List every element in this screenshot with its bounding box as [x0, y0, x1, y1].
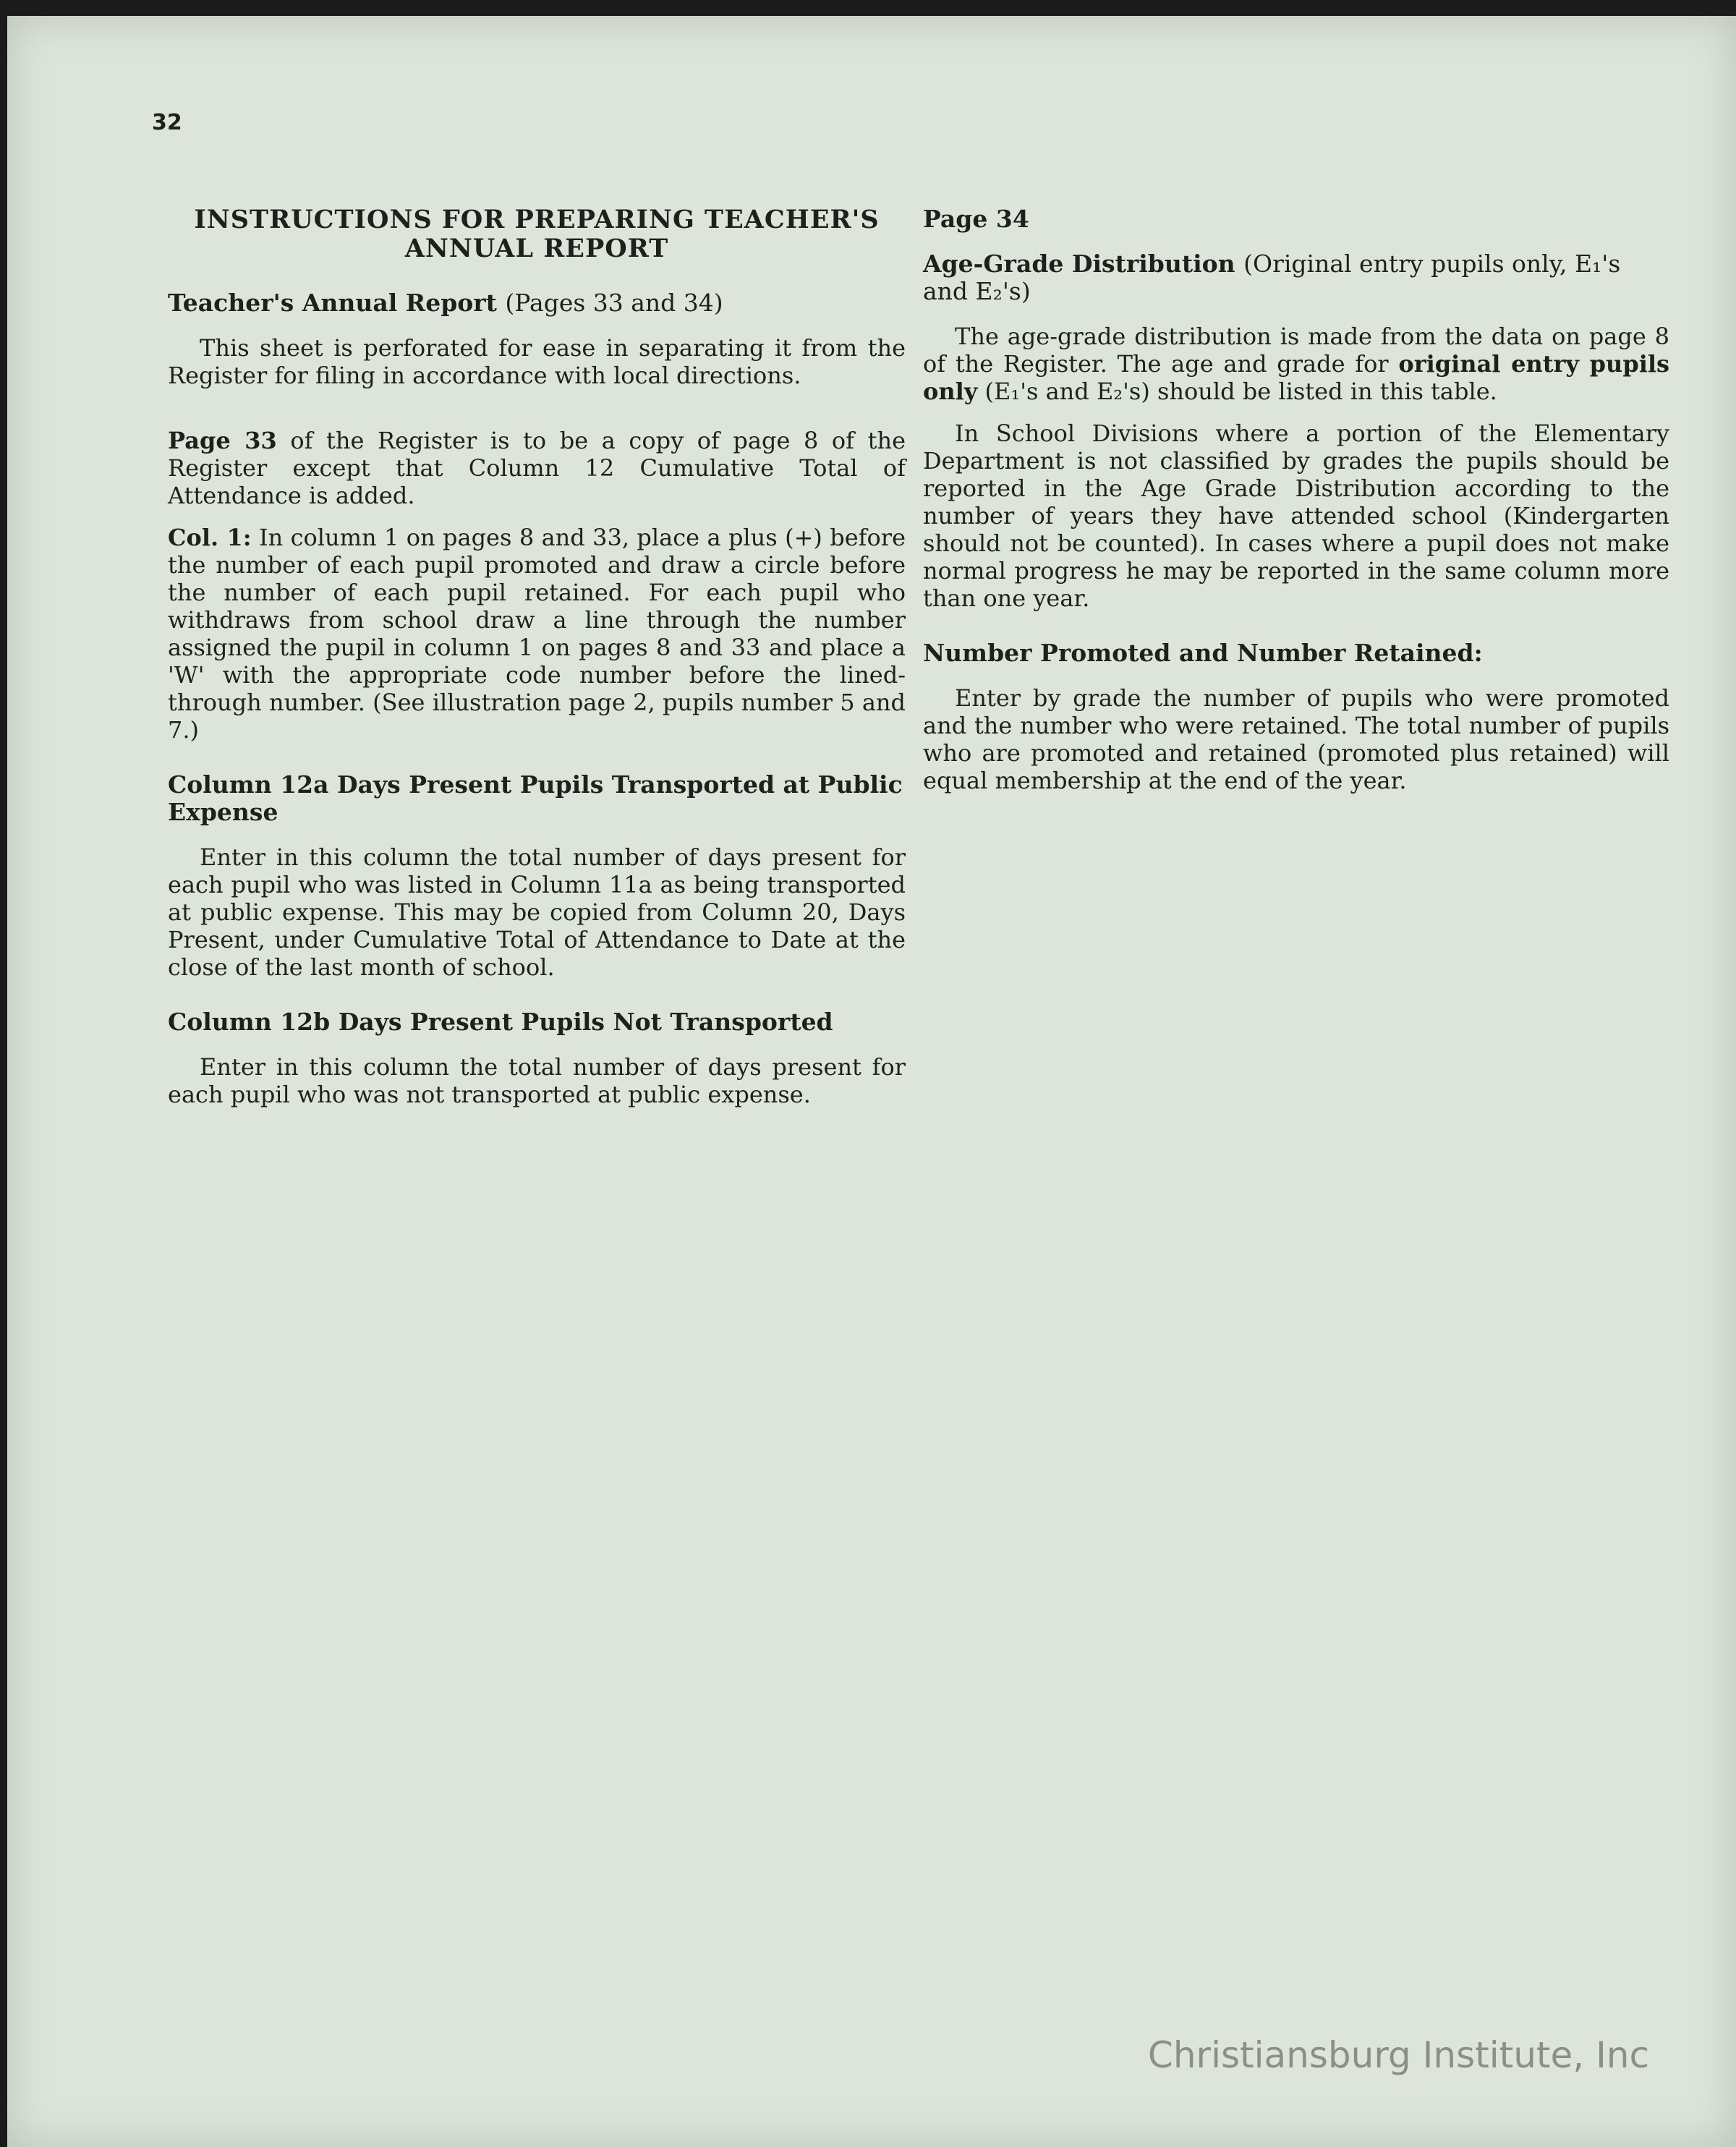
- col1-paragraph: [168, 524, 906, 744]
- col12a-heading: Column 12a Days Present Pupils Transported at Public Expense: [168, 770, 903, 826]
- title-line-1: INSTRUCTIONS FOR PREPARING TEACHER'S: [194, 205, 880, 234]
- age-grade-text-bold: original entry pupils only: [923, 350, 1670, 405]
- age-grade-heading: [923, 250, 1669, 305]
- col1-lead: Col. 1:: [168, 524, 252, 551]
- page33-paragraph: [168, 427, 906, 509]
- watermark: Christiansburg Institute, Inc: [1147, 2034, 1649, 2076]
- promoted-paragraph: Enter by grade the number of pupils who were promoted and the number who were retained. The total number of pupils who are promoted and retained (promoted plus retained) will equal membership at the end of the year.: [923, 684, 1669, 794]
- left-column: [168, 205, 906, 1108]
- school-divisions-paragraph: In School Divisions where a portion of the Elementary Department is not classified by grades the pupils should be reported in the Age Grade Distribution according to the number of years they have attended school (Kindergarten should not be counted). In cases where a pupil does not make normal progress he may be reported in the same column more than one year.: [923, 420, 1669, 612]
- title-line-2: ANNUAL REPORT: [404, 234, 669, 263]
- annual-report-pages: (Pages 33 and 34): [505, 289, 723, 317]
- page33-text: of the Register is to be a copy of page 8 of the Register except that Column 12 Cumulative Total of Attendance is added.: [168, 427, 906, 509]
- annual-report-heading-text: Teacher's Annual Report: [168, 289, 497, 317]
- annual-report-heading: [168, 289, 906, 317]
- perforated-paragraph: This sheet is perforated for ease in separating it from the Register for filing in accordance with local directions.: [168, 334, 906, 389]
- page34-heading: Page 34: [923, 205, 1029, 233]
- age-grade-paragraph: [923, 323, 1669, 405]
- promoted-heading: Number Promoted and Number Retained:: [923, 639, 1483, 667]
- col12b-paragraph: Enter in this column the total number of days present for each pupil who was not transported at public expense.: [168, 1053, 906, 1108]
- age-grade-heading-text: Age-Grade Distribution: [923, 250, 1235, 278]
- document-page: [7, 16, 1736, 2147]
- col12a-paragraph: Enter in this column the total number of days present for each pupil who was listed in Column 11a as being transported at public expense. This may be copied from Column 20, Days Present, under Cumulative Total of Attendance to Date at the close of the last month of school.: [168, 843, 906, 981]
- age-grade-note: (Original entry pupils only, E₁'s and E₂'s): [923, 250, 1621, 305]
- page-number: 32: [152, 110, 182, 135]
- age-grade-text-b: (E₁'s and E₂'s) should be listed in this table.: [984, 378, 1497, 405]
- col1-text: In column 1 on pages 8 and 33, place a plus (+) before the number of each pupil promoted and draw a circle before the number of each pupil retained. For each pupil who withdraws from school draw a line through the number assigned the pupil in column 1 on pages 8 and 33 and place a 'W' with the appropriate code number before the lined-through number. (See illustration page 2, pupils number 5 and 7.): [168, 524, 906, 744]
- page-title: [168, 205, 906, 263]
- age-grade-text-a: The age-grade distribution is made from the data on page 8 of the Register. The age and grade for: [923, 323, 1669, 378]
- page33-lead: Page 33: [168, 427, 277, 454]
- right-column: [923, 205, 1669, 794]
- col12b-heading: Column 12b Days Present Pupils Not Transported: [168, 1008, 833, 1036]
